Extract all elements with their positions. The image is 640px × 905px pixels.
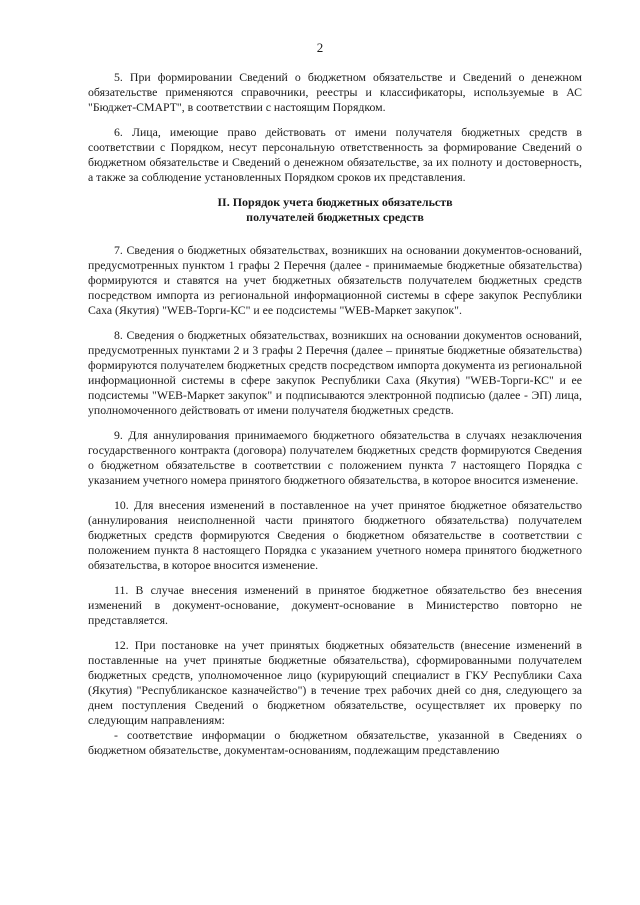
section-heading-line-1: II. Порядок учета бюджетных обязательств <box>217 195 453 209</box>
paragraph-11: 11. В случае внесения изменений в принятое бюджетное обязательство без внесения изменений в документ-основание, документ-основание в Министерство повторно не представляется. <box>88 583 582 627</box>
paragraph-6: 6. Лица, имеющие право действовать от имени получателя бюджетных средств в соответствии с Порядком, несут персональную ответственность за формирование Сведений о бюджетном обязательстве и Сведений о денежном обязательстве, за их полноту и достоверность, а также за соблюдение установленных Порядком сроков их представления. <box>88 125 582 184</box>
section-heading <box>88 195 582 225</box>
paragraph-7: 7. Сведения о бюджетных обязательствах, возникших на основании документов-оснований, предусмотренных пунктом 1 графы 2 Перечня (далее - принимаемые бюджетные обязательства) формируются и ставятся на учет бюджетных обязательств получателем бюджетных средств посредством импорта из региональной информационной системы в сфере закупок Республики Саха (Якутия) "WEB-Торги-КС" и ее подсистемы "WEB-Маркет закупок". <box>88 243 582 317</box>
paragraph-10: 10. Для внесения изменений в поставленное на учет принятое бюджетное обязательство (аннулирования неисполненной части принятого бюджетного обязательства) получателем бюджетных средств формируются Сведения о бюджетном обязательстве в соответствии с положением пункта 8 настоящего Порядка с указанием учетного номера принятого бюджетного обязательства, в которое вносится изменение. <box>88 498 582 572</box>
section-heading-line-2: получателей бюджетных средств <box>246 210 424 224</box>
paragraph-12: 12. При постановке на учет принятых бюджетных обязательств (внесение изменений в поставленные на учет принятые бюджетные обязательства), сформированными получателем бюджетных средств, уполномоченное лицо (курирующий специалист в ГКУ Республики Саха (Якутия) "Республиканское казначейство") в течение трех рабочих дней со дня, следующего за днем поступления Сведений о бюджетном обязательстве, осуществляет их проверку по следующим направлениям: <box>88 638 582 727</box>
paragraph-9: 9. Для аннулирования принимаемого бюджетного обязательства в случаях незаключения государственного контракта (договора) получателем бюджетных средств формируются Сведения о бюджетном обязательстве в соответствии с положением пункта 7 настоящего Порядка с указанием учетного номера принятого бюджетного обязательства, в которое вносится изменение. <box>88 428 582 487</box>
paragraph-5: 5. При формировании Сведений о бюджетном обязательстве и Сведений о денежном обязательстве применяются справочники, реестры и классификаторы, используемые в АС "Бюджет-СМАРТ", в соответствии с настоящим Порядком. <box>88 70 582 114</box>
paragraph-12-item: - соответствие информации о бюджетном обязательстве, указанной в Сведениях о бюджетном обязательстве, документам-основаниям, подлежащим представлению <box>88 728 582 757</box>
paragraph-8: 8. Сведения о бюджетных обязательствах, возникших на основании документов оснований, предусмотренных пунктами 2 и 3 графы 2 Перечня (далее – принятые бюджетные обязательства) формируются получателем бюджетных средств посредством импорта документа из региональной информационной системы в сфере закупок Республики Саха (Якутия) "WEB-Торги-КС" и ее подсистемы "WEB-Маркет закупок" и подписываются электронной подписью (далее - ЭП) лица, уполномоченного действовать от имени получателя бюджетных средств. <box>88 328 582 417</box>
document-body <box>88 70 582 758</box>
page-number: 2 <box>316 40 324 55</box>
